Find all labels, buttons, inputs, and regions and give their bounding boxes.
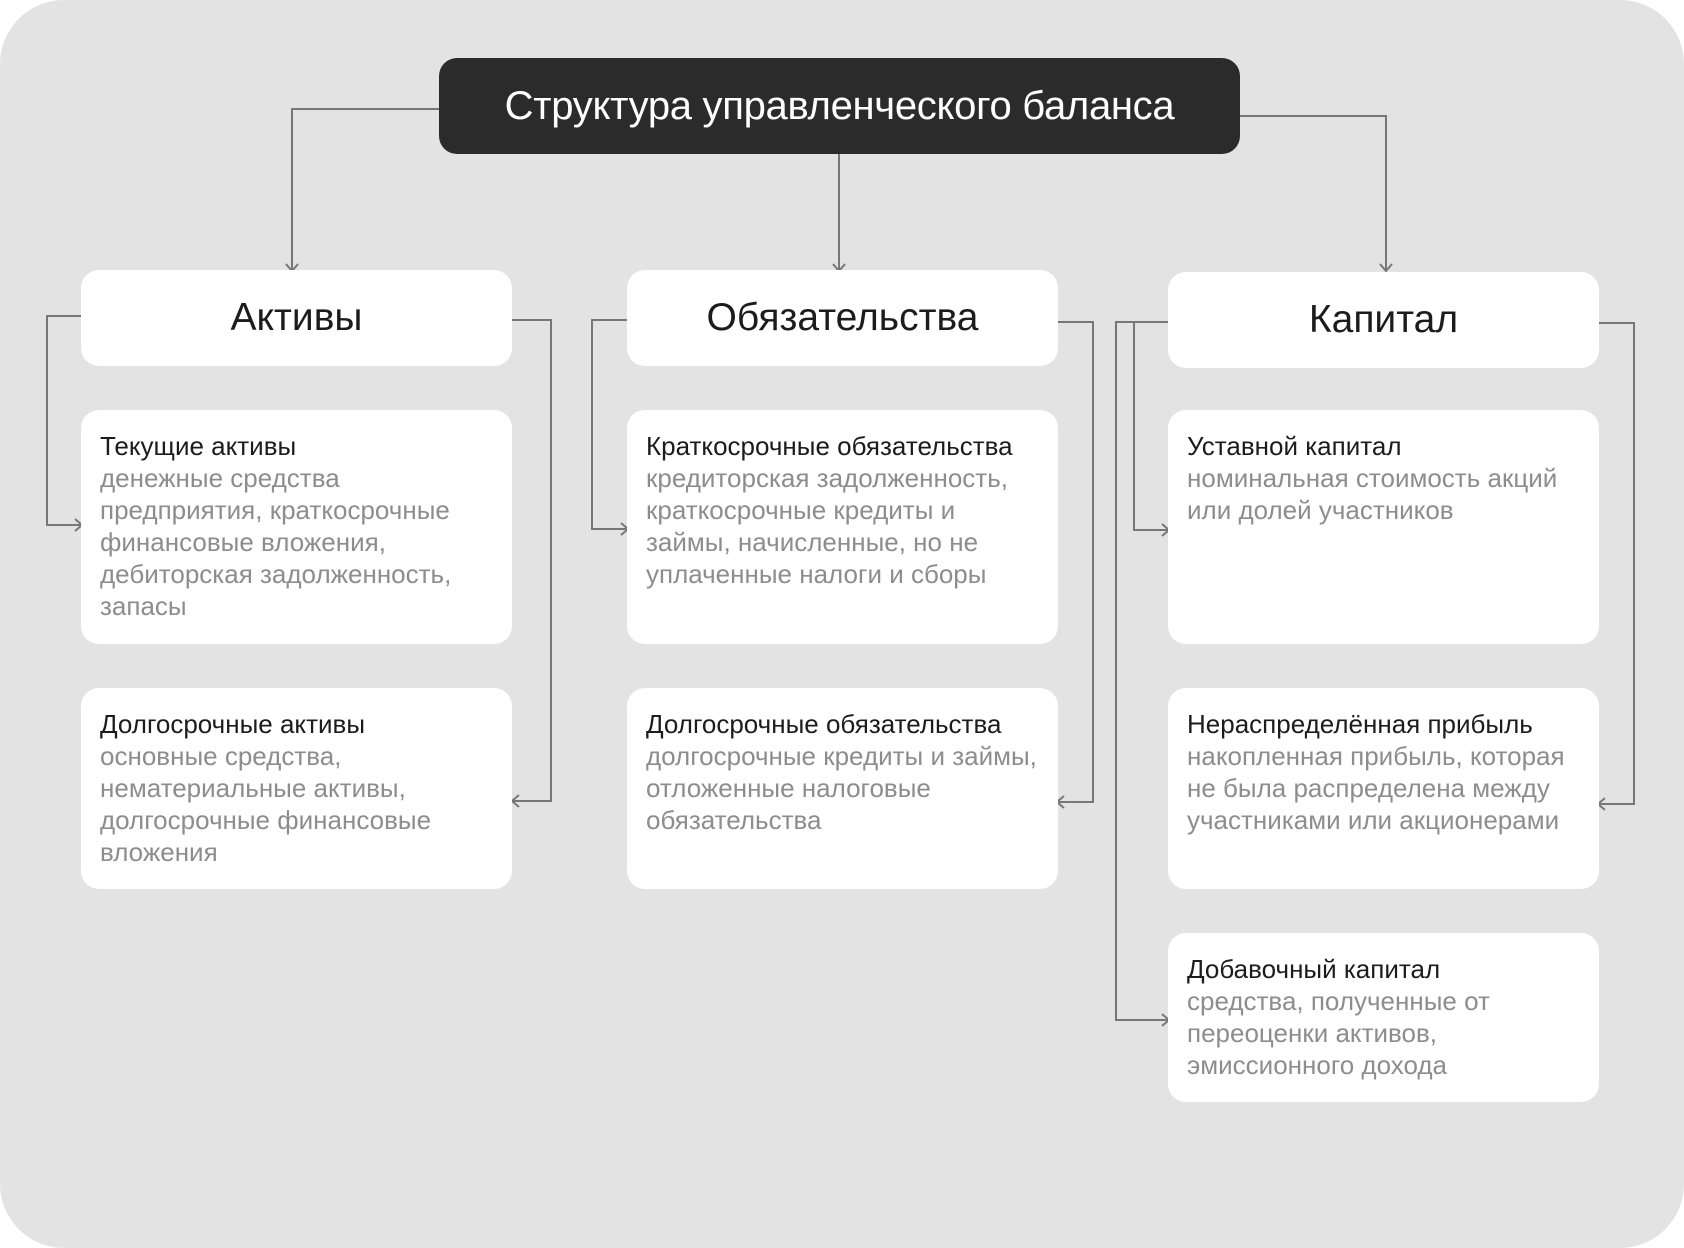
- connector-assets-to-current: [47, 316, 81, 525]
- card-title: Уставной капитал: [1187, 431, 1402, 461]
- card-description: основные средства, нематериальные активы, долгосрочные финансовые вложения: [100, 741, 432, 867]
- diagram-title-box: [439, 58, 1240, 154]
- card-additional-capital: [1168, 933, 1599, 1102]
- connector-equity-to-additional: [1116, 322, 1168, 1020]
- card-longterm-assets: [81, 688, 512, 889]
- card-title: Долгосрочные активы: [100, 709, 366, 739]
- card-description: кредиторская задолженность, краткосрочные кредиты и займы, начисленные, но не уплаченные налоги и сборы: [646, 463, 1008, 589]
- header-assets: [81, 270, 512, 366]
- connector-liabilities-to-short: [592, 320, 627, 529]
- connector-equity-to-charter: [1134, 322, 1168, 530]
- card-long-liabilities: [627, 688, 1058, 889]
- connector-liabilities-to-long: [1058, 322, 1093, 802]
- card-charter-capital: [1168, 410, 1599, 644]
- header-liabilities-label: Обязательства: [706, 296, 979, 339]
- card-title: Нераспределённая прибыль: [1187, 709, 1533, 739]
- card-current-assets: [81, 410, 512, 644]
- header-equity-label: Капитал: [1308, 298, 1459, 341]
- connector-title-to-equity: [1240, 116, 1386, 270]
- connector-title-to-assets: [292, 109, 439, 270]
- diagram-title: Структура управленческого баланса: [504, 83, 1175, 128]
- header-liabilities: [627, 270, 1058, 366]
- connector-equity-to-retained: [1599, 323, 1634, 804]
- header-equity: [1168, 272, 1599, 368]
- card-title: Текущие активы: [100, 431, 297, 461]
- card-short-liabilities: [627, 410, 1058, 644]
- connector-assets-to-longterm: [512, 320, 551, 801]
- card-title: Долгосрочные обязательства: [646, 709, 1002, 739]
- header-assets-label: Активы: [230, 296, 363, 339]
- card-title: Краткосрочные обязательства: [646, 431, 1013, 461]
- card-retained-earnings: [1168, 688, 1599, 889]
- card-description: средства, полученные от переоценки активов, эмиссионного дохода: [1187, 986, 1490, 1080]
- card-title: Добавочный капитал: [1187, 954, 1441, 984]
- card-description: долгосрочные кредиты и займы, отложенные налоговые обязательства: [646, 741, 1037, 835]
- card-description: номинальная стоимость акций или долей участников: [1187, 463, 1558, 525]
- card-description: накопленная прибыль, которая не была распределена между участниками или акционерами: [1187, 741, 1565, 835]
- card-description: денежные средства предприятия, краткосрочные финансовые вложения, дебиторская задолженность, запасы: [100, 463, 452, 621]
